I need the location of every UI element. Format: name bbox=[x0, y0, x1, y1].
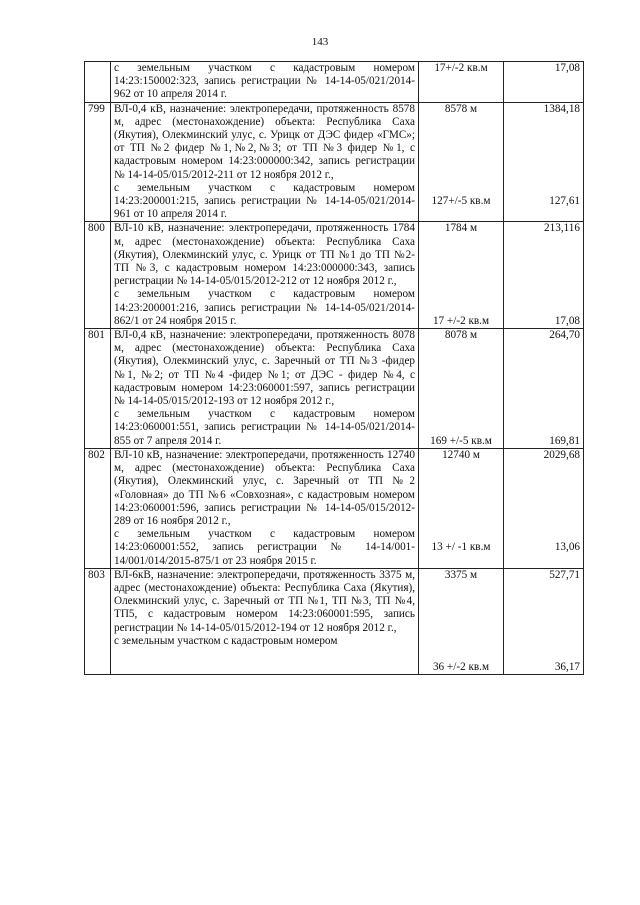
description-cell bbox=[111, 222, 419, 329]
object-quantity: 3375 м bbox=[444, 568, 478, 581]
quantity-cell bbox=[419, 568, 504, 675]
object-description: ВЛ-10 кВ, назначение: электропередачи, протяженность 12740 м, адрес (местонахождение) объекта: Республика Саха (Якутия), Олекминский улус, с. Заречный от ТП №2 «Головная» до ТП №6 «Совхозная», с кадастровым номером 14:23:060001:596, запись регистрации № 14-14-05/015/2012-289 от 16 ноября 2012 г., bbox=[114, 448, 415, 527]
object-value: 213,116 bbox=[544, 222, 580, 235]
object-quantity: 1784 м bbox=[444, 222, 478, 235]
value-cell bbox=[504, 102, 584, 222]
object-description: ВЛ-0,4 кВ, назначение: электропередачи, протяженность 8078 м, адрес (местонахождение) объекта: Республика Саха (Якутия), Олекминский улус, с. Заречный от ТП №3 -фидер №1, №2; от ТП №4 -фидер №1; от ДЭС - фидер №4, с кадастровым номером 14:23:060001:597, запись регистрации № 14-14-05/015/2012-193 от 12 ноября 2012 г., bbox=[114, 329, 415, 408]
land-plot-area: 127+/-5 кв.м bbox=[431, 195, 491, 207]
row-number-cell: 802 bbox=[85, 448, 111, 568]
land-plot-description: с земельным участком с кадастровым номером 14:23:060001:552, запись регистрации № 14-14/001-14/001/014/2015-875/1 от 23 ноября 2015 г. bbox=[114, 528, 415, 567]
value-cell bbox=[504, 568, 584, 675]
land-plot-description: с земельным участком с кадастровым номером 14:23:060001:551, запись регистрации № 14-14-05/021/2014-855 от 7 апреля 2014 г. bbox=[114, 408, 415, 447]
object-value: 2029,68 bbox=[543, 448, 580, 461]
land-plot-value: 17,08 bbox=[554, 314, 580, 327]
row-number-cell: 803 bbox=[85, 568, 111, 675]
object-description: ВЛ-10 кВ, назначение: электропередачи, протяженность 1784 м, адрес (местонахождение) объекта: Республика Саха (Якутия), Олекминский улус, с. Урицк от ТП №1 до ТП №2-ТП №3, с кадастровым номером 14:23:000000:343, запись регистрации № 14-14-05/015/2012-212 от 12 ноября 2012 г., bbox=[114, 222, 415, 288]
description-cell bbox=[111, 448, 419, 568]
quantity-cell bbox=[419, 62, 504, 103]
row-number-cell: 800 bbox=[85, 222, 111, 329]
land-plot-value: 169,81 bbox=[549, 434, 580, 447]
object-description: ВЛ-0,4 кВ, назначение: электропередачи, протяженность 8578 м, адрес (местонахождение) объекта: Республика Саха (Якутия), Олекминский улус, с. Урицк от ДЭС фидер «ГМС»; от ТП №2 фидер №1,№2,№3; от ТП №3 фидер №1, с кадастровым номером 14:23:000000:342, запись регистрации № 14-14-05/015/2012-211 от 12 ноября 2012 г., bbox=[114, 102, 415, 181]
row-number-cell bbox=[85, 62, 111, 103]
land-plot-value: 13,06 bbox=[554, 541, 580, 554]
land-plot-description: с земельным участком с кадастровым номером bbox=[114, 634, 338, 647]
table-row bbox=[85, 222, 584, 329]
object-quantity: 8578 м bbox=[444, 102, 478, 115]
description-cell bbox=[111, 102, 419, 222]
register-table bbox=[84, 61, 584, 675]
land-plot-area: 13 +/ -1 кв.м bbox=[431, 541, 491, 554]
object-value: 17,08 bbox=[554, 62, 580, 74]
description-cell bbox=[111, 62, 419, 103]
page-number: 143 bbox=[311, 36, 329, 48]
description-cell bbox=[111, 568, 419, 675]
table-row bbox=[85, 568, 584, 675]
value-cell bbox=[504, 62, 584, 103]
land-plot-description: с земельным участком с кадастровым номером 14:23:200001:216, запись регистрации № 14-14-05/021/2014-862/1 от 24 ноября 2015 г. bbox=[114, 288, 415, 327]
object-value: 264,70 bbox=[549, 329, 580, 342]
row-number-cell: 801 bbox=[85, 329, 111, 449]
quantity-cell bbox=[419, 222, 504, 329]
value-cell bbox=[504, 329, 584, 449]
value-cell bbox=[504, 222, 584, 329]
register-table-body bbox=[85, 62, 584, 675]
object-quantity: 8078 м bbox=[444, 329, 478, 342]
quantity-cell bbox=[419, 102, 504, 222]
value-cell bbox=[504, 448, 584, 568]
object-description: ВЛ-6кВ, назначение: электропередачи, протяженность 3375 м, адрес (местонахождение) объекта: Республика Саха (Якутия), Олекминский улус, с. Заречный от ТП №1, ТП №3, ТП №4, ТП5, с кадастровым номером 14:23:060001:595, запись регистрации № 14-14-05/015/2012-194 от 12 ноября 2012 г., bbox=[114, 568, 415, 634]
object-quantity: 12740 м bbox=[442, 448, 480, 461]
object-value: 1384,18 bbox=[543, 102, 580, 115]
land-plot-description: с земельным участком с кадастровым номером 14:23:200001:215, запись регистрации № 14-14-05/021/2014-961 от 10 апреля 2014 г. bbox=[114, 181, 415, 221]
land-plot-area: 36 +/-2 кв.м bbox=[432, 661, 490, 674]
table-row bbox=[85, 102, 584, 222]
land-plot-area: 17 +/-2 кв.м bbox=[432, 314, 490, 327]
table-row bbox=[85, 448, 584, 568]
row-number-cell: 799 bbox=[85, 102, 111, 222]
object-description: с земельным участком с кадастровым номером 14:23:150002:323, запись регистрации № 14-14-05/021/2014-962 от 10 апреля 2014 г. bbox=[114, 62, 415, 101]
table-row bbox=[85, 62, 584, 103]
land-plot-value: 127,61 bbox=[549, 195, 580, 207]
description-cell bbox=[111, 329, 419, 449]
land-plot-value: 36,17 bbox=[554, 661, 580, 674]
table-row bbox=[85, 329, 584, 449]
land-plot-area: 169 +/-5 кв.м bbox=[430, 434, 492, 447]
quantity-cell bbox=[419, 448, 504, 568]
object-quantity: 17+/-2 кв.м bbox=[434, 62, 488, 74]
quantity-cell bbox=[419, 329, 504, 449]
object-value: 527,71 bbox=[549, 568, 580, 581]
